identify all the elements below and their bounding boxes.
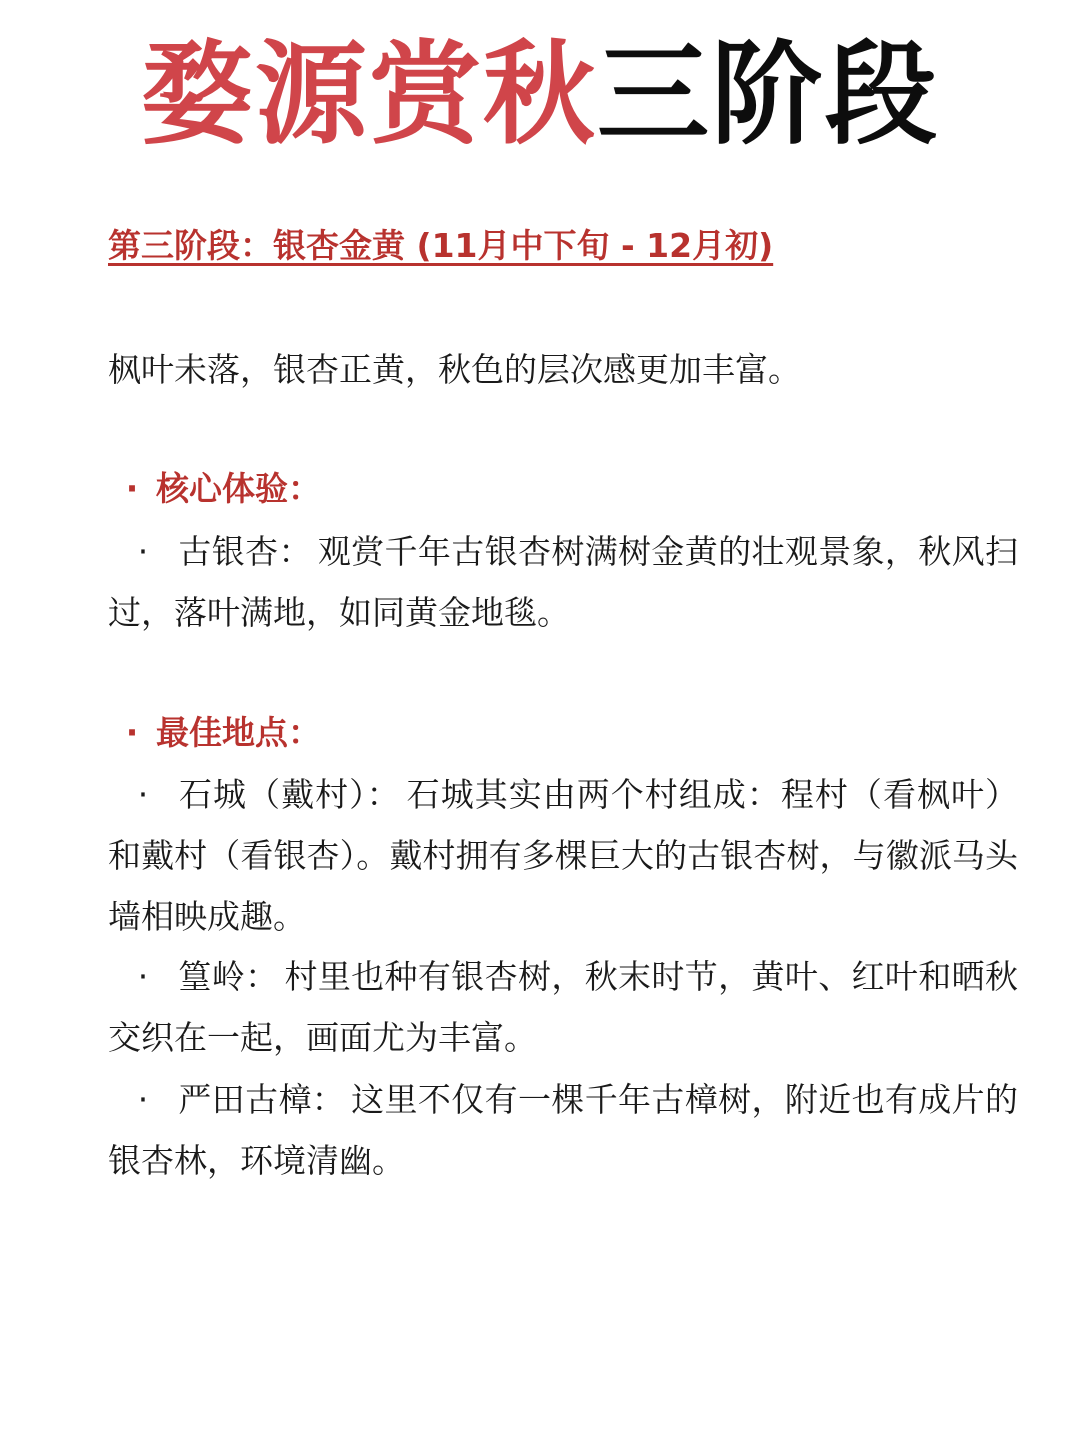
item-text: 石城其实由两个村组成：程村（看枫叶）和戴村（看银杏）。戴村拥有多棵巨大的古银杏树，与徽派马头墙相映成趣。 — [108, 775, 1019, 936]
bullet-icon: · — [137, 957, 149, 996]
stage-heading: 第三阶段：银杏金黄 (11月中下旬 - 12月初) — [108, 226, 774, 265]
bullet-icon: · — [125, 713, 139, 752]
list-item-ancient-ginkgo — [108, 521, 1018, 643]
list-item-huangling — [108, 946, 1018, 1068]
item-text: 村里也种有银杏树，秋末时节，黄叶、红叶和晒秋交织在一起，画面尤为丰富。 — [108, 957, 1019, 1057]
bullet-icon: · — [137, 1080, 149, 1119]
title-red-part: 婺源赏秋 — [141, 30, 597, 160]
list-item-yantian — [108, 1069, 1018, 1191]
bullet-icon: · — [137, 532, 149, 571]
item-text: 这里不仅有一棵千年古樟树，附近也有成片的银杏林，环境清幽。 — [108, 1080, 1019, 1180]
item-text: 观赏千年古银杏树满树金黄的壮观景象，秋风扫过，落叶满地，如同黄金地毯。 — [108, 532, 1019, 632]
list-item-shicheng — [108, 764, 1018, 947]
bullet-icon: · — [125, 469, 139, 508]
item-label: 严田古樟： — [178, 1080, 346, 1119]
title-black-part: 三阶段 — [597, 30, 939, 160]
core-experience-heading-text: 核心体验： — [156, 469, 321, 508]
best-places-heading — [108, 705, 321, 761]
intro-text: 枫叶未落，银杏正黄，秋色的层次感更加丰富。 — [108, 350, 801, 389]
bullet-icon: · — [137, 775, 149, 814]
item-label: 石城（戴村）： — [178, 775, 401, 814]
item-label: 篁岭： — [178, 957, 279, 996]
core-experience-heading — [108, 461, 321, 517]
page-title — [0, 30, 1080, 160]
item-label: 古银杏： — [178, 532, 312, 571]
best-places-heading-text: 最佳地点： — [156, 713, 321, 752]
